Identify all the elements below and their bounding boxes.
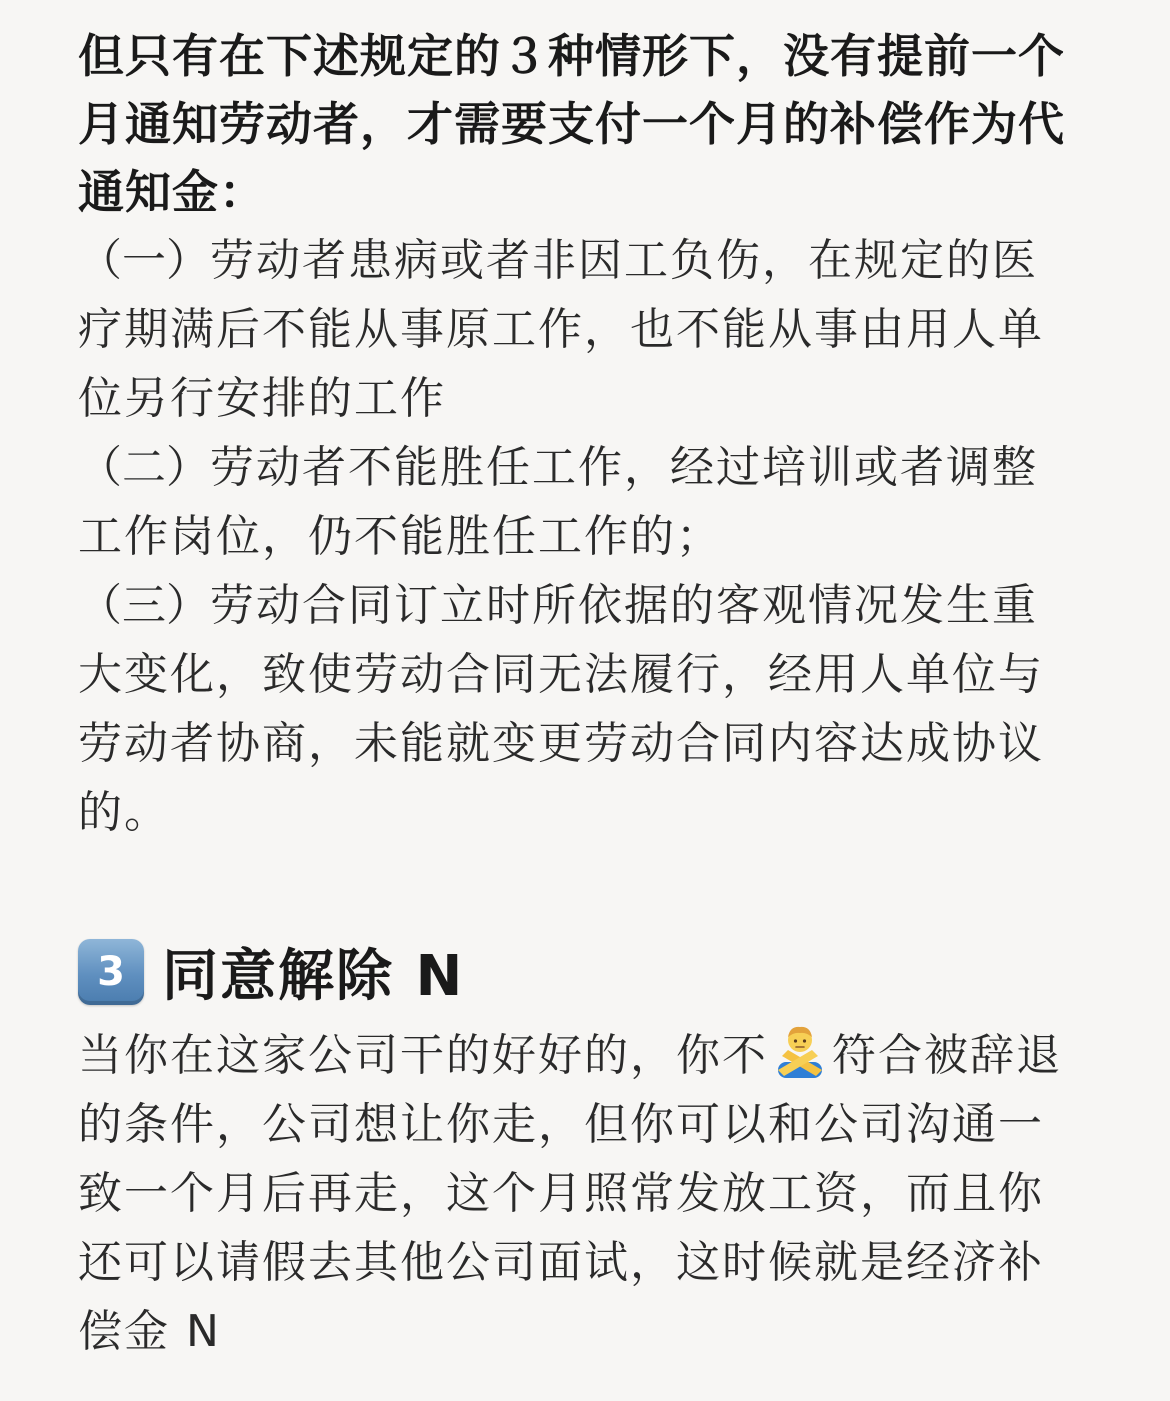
- person-gesturing-no-icon: [772, 1022, 828, 1078]
- keycap-number: 3: [97, 949, 125, 995]
- condition-text: 劳动者不能胜任工作，经过培训或者调整工作岗位，仍不能胜任工作的；: [78, 442, 1038, 562]
- condition-text: 劳动者患病或者非因工负伤，在规定的医疗期满后不能从事原工作，也不能从事由用人单位另行安排的工作: [78, 235, 1044, 424]
- condition-number: （三）: [78, 580, 210, 631]
- section-body-text-part2: 符合被辞退的条件，公司想让你走，但你可以和公司沟通一致一个月后再走，这个月照常发放工资，而且你还可以请假去其他公司面试，这时候就是经济补偿金 N: [78, 1030, 1062, 1357]
- intro-paragraph: 但只有在下述规定的３种情形下，没有提前一个月通知劳动者，才需要支付一个月的补偿作为代通知金：: [78, 29, 1065, 219]
- section-body-text-part1: 当你在这家公司干的好好的，你不: [78, 1030, 768, 1081]
- condition-item-3: [78, 571, 1078, 847]
- condition-item-1: [78, 226, 1078, 433]
- section-title: 同意解除 N: [162, 944, 465, 1009]
- section-body: [78, 1021, 1078, 1366]
- conditions-list: [78, 226, 1078, 847]
- section-heading: [78, 935, 1078, 1009]
- condition-number: （二）: [78, 442, 210, 493]
- article-content: [78, 22, 1078, 1366]
- condition-text: 劳动合同订立时所依据的客观情况发生重大变化，致使劳动合同无法履行，经用人单位与劳动者协商，未能就变更劳动合同内容达成协议的。: [78, 580, 1044, 838]
- condition-item-2: [78, 433, 1078, 571]
- keycap-3-icon: [78, 939, 144, 1005]
- condition-number: （一）: [78, 235, 210, 286]
